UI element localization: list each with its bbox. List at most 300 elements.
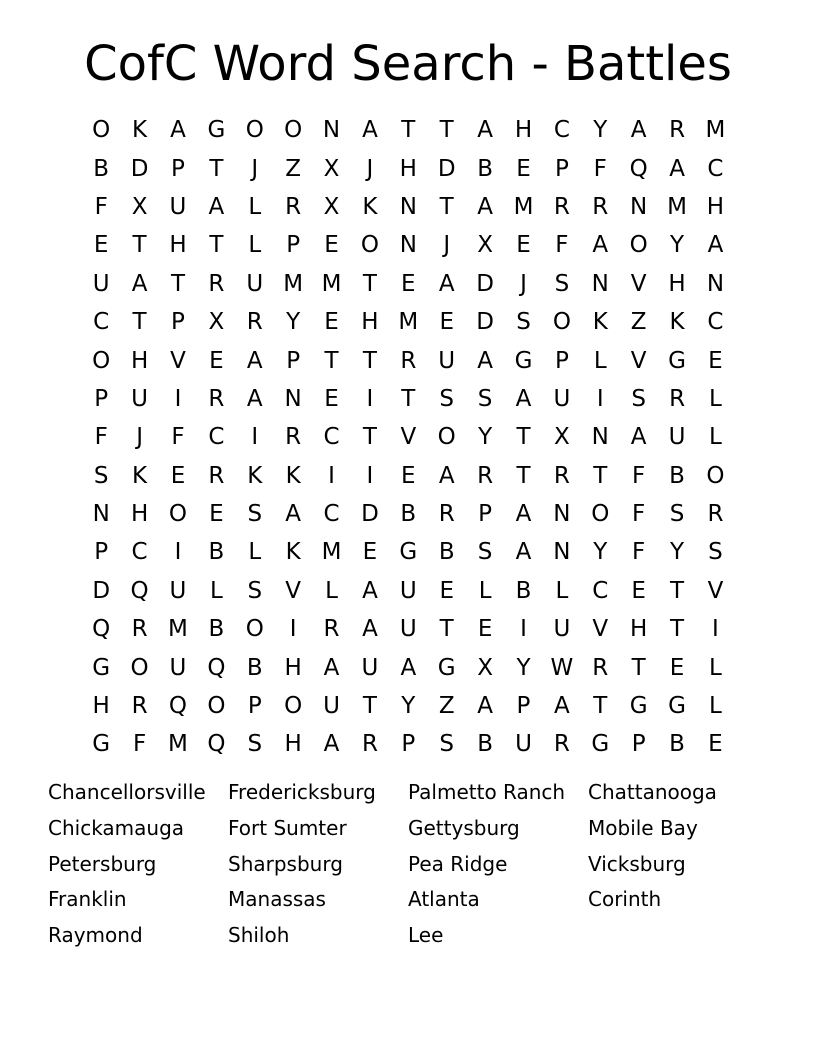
grid-cell[interactable]: N (92, 501, 110, 528)
grid-cell[interactable]: E (362, 539, 378, 566)
word-list-item: Palmetto Ranch (408, 780, 566, 804)
grid-cell[interactable]: E (324, 232, 339, 259)
grid-cell[interactable]: T (593, 693, 608, 720)
grid-cell[interactable]: G (92, 654, 111, 681)
grid-cell[interactable]: I (596, 385, 604, 412)
grid-cell[interactable]: R (208, 462, 225, 489)
grid-cell[interactable]: R (707, 501, 724, 528)
grid-cell[interactable]: M (705, 117, 726, 144)
grid-cell[interactable]: O (284, 693, 303, 720)
grid-cell[interactable]: Z (630, 309, 647, 336)
grid-cell[interactable]: F (171, 424, 185, 451)
grid-cell[interactable]: Q (207, 731, 226, 758)
grid-cell[interactable]: N (399, 193, 417, 220)
grid-cell[interactable]: Q (92, 616, 111, 643)
grid-cell[interactable]: O (437, 424, 456, 451)
grid-cell[interactable]: A (323, 654, 340, 681)
grid-cell[interactable]: T (362, 424, 377, 451)
grid-cell[interactable]: T (362, 693, 377, 720)
grid-cell[interactable]: G (591, 731, 610, 758)
grid-cell[interactable]: R (208, 270, 225, 297)
grid-cell[interactable]: V (592, 616, 609, 643)
grid-cell[interactable]: A (669, 155, 685, 182)
grid-cell[interactable]: G (668, 347, 686, 374)
grid-cell[interactable]: Y (401, 693, 416, 720)
grid-cell[interactable]: A (630, 117, 647, 144)
grid-cell[interactable]: E (516, 232, 531, 259)
grid-cell[interactable]: X (477, 654, 493, 681)
grid-cell[interactable]: B (246, 654, 263, 681)
grid-cell[interactable]: V (170, 347, 186, 374)
grid-cell[interactable]: R (669, 385, 686, 412)
grid-cell[interactable]: N (284, 385, 302, 412)
grid-cell[interactable]: U (438, 347, 456, 374)
grid-cell[interactable]: G (668, 693, 686, 720)
grid-cell[interactable]: L (248, 539, 262, 566)
grid-cell[interactable]: L (555, 577, 569, 604)
grid-cell[interactable]: X (208, 309, 225, 336)
grid-cell[interactable]: Y (670, 539, 685, 566)
grid-cell[interactable]: F (94, 193, 108, 220)
grid-cell[interactable]: T (209, 232, 224, 259)
grid-cell[interactable]: A (400, 654, 417, 681)
grid-cell[interactable]: I (712, 616, 719, 643)
grid-cell[interactable]: Y (478, 424, 493, 451)
grid-cell[interactable]: B (669, 731, 685, 758)
grid-cell[interactable]: T (631, 654, 646, 681)
grid-cell[interactable]: H (169, 232, 187, 259)
grid-cell[interactable]: F (593, 155, 607, 182)
grid-cell[interactable]: B (93, 155, 110, 182)
grid-cell[interactable]: P (94, 385, 109, 412)
grid-cell[interactable]: R (553, 462, 570, 489)
grid-cell[interactable]: R (131, 616, 148, 643)
grid-cell[interactable]: S (93, 462, 109, 489)
grid-cell[interactable]: R (131, 693, 148, 720)
grid-cell[interactable]: A (592, 232, 609, 259)
grid-cell[interactable]: H (706, 193, 725, 220)
grid-cell[interactable]: S (247, 731, 263, 758)
grid-cell[interactable]: P (516, 693, 531, 720)
grid-cell[interactable]: K (362, 193, 378, 220)
grid-cell[interactable]: O (92, 117, 111, 144)
grid-cell[interactable]: G (514, 347, 533, 374)
grid-cell[interactable]: B (477, 731, 493, 758)
grid-cell[interactable]: O (92, 347, 111, 374)
grid-cell[interactable]: O (360, 232, 379, 259)
grid-cell[interactable]: H (92, 693, 110, 720)
grid-cell[interactable]: H (284, 731, 302, 758)
grid-cell[interactable]: A (707, 232, 724, 259)
grid-cell[interactable]: L (593, 347, 607, 374)
grid-cell[interactable]: H (668, 270, 686, 297)
grid-cell[interactable]: U (399, 616, 417, 643)
grid-cell[interactable]: E (708, 347, 723, 374)
grid-cell[interactable]: X (554, 424, 570, 451)
grid-cell[interactable]: B (515, 577, 532, 604)
grid-cell[interactable]: A (170, 117, 186, 144)
grid-cell[interactable]: U (92, 270, 110, 297)
grid-cell[interactable]: Y (593, 539, 608, 566)
grid-cell[interactable]: L (709, 385, 722, 412)
word-list-item: Atlanta (408, 887, 480, 912)
grid-cell[interactable]: S (247, 577, 263, 604)
grid-cell[interactable]: U (169, 654, 187, 681)
grid-cell[interactable]: U (169, 577, 187, 604)
grid-cell[interactable]: H (130, 347, 149, 374)
grid-cell[interactable]: I (174, 539, 182, 566)
grid-cell[interactable]: V (285, 577, 302, 604)
grid-cell[interactable]: C (208, 424, 225, 451)
grid-cell[interactable]: O (207, 693, 226, 720)
grid-cell[interactable]: T (439, 616, 454, 643)
grid-cell[interactable]: Q (629, 155, 648, 182)
grid-cell[interactable]: N (399, 232, 417, 259)
word-list-item: Chancellorsville (48, 780, 206, 804)
grid-cell[interactable]: M (168, 731, 188, 758)
grid-cell[interactable]: V (400, 424, 417, 451)
grid-cell[interactable]: E (209, 347, 224, 374)
grid-cell[interactable]: S (247, 501, 263, 528)
grid-cell[interactable]: T (324, 347, 339, 374)
grid-cell[interactable]: F (94, 424, 108, 451)
grid-cell[interactable]: E (324, 385, 339, 412)
grid-cell[interactable]: O (284, 117, 303, 144)
grid-cell[interactable]: H (514, 117, 533, 144)
grid-cell[interactable]: P (286, 232, 301, 259)
grid-cell[interactable]: U (553, 385, 571, 412)
grid-cell[interactable]: S (708, 539, 723, 566)
grid-cell[interactable]: P (94, 539, 109, 566)
grid-cell[interactable]: R (246, 309, 263, 336)
grid-cell[interactable]: Y (593, 117, 608, 144)
grid-cell[interactable]: J (136, 424, 143, 451)
grid-cell[interactable]: S (516, 309, 531, 336)
grid-cell[interactable]: N (553, 539, 571, 566)
grid-cell[interactable]: R (323, 616, 340, 643)
grid-cell[interactable]: D (361, 501, 379, 528)
grid-cell[interactable]: T (593, 462, 608, 489)
grid-cell[interactable]: X (323, 155, 340, 182)
grid-cell[interactable]: I (251, 424, 259, 451)
grid-cell[interactable]: M (283, 270, 304, 297)
grid-cell[interactable]: F (132, 731, 147, 758)
grid-cell[interactable]: U (169, 193, 187, 220)
grid-cell[interactable]: U (399, 577, 417, 604)
grid-cell[interactable]: U (515, 731, 532, 758)
grid-cell[interactable]: N (591, 424, 609, 451)
grid-cell[interactable]: D (476, 270, 494, 297)
grid-cell[interactable]: P (631, 731, 646, 758)
grid-cell[interactable]: E (439, 577, 454, 604)
grid-cell[interactable]: S (439, 731, 455, 758)
grid-cell[interactable]: C (707, 309, 724, 336)
grid-cell[interactable]: A (208, 193, 225, 220)
grid-cell[interactable]: N (322, 117, 341, 144)
grid-cell[interactable]: A (477, 193, 493, 220)
grid-cell[interactable]: K (669, 309, 685, 336)
grid-cell[interactable]: R (592, 654, 609, 681)
grid-cell[interactable]: M (168, 616, 188, 643)
grid-cell[interactable]: H (399, 155, 417, 182)
grid-cell[interactable]: V (630, 270, 647, 297)
grid-cell[interactable]: O (245, 117, 264, 144)
grid-cell[interactable]: A (131, 270, 148, 297)
grid-cell[interactable]: Q (168, 693, 188, 720)
grid-cell[interactable]: C (323, 501, 340, 528)
grid-cell[interactable]: R (669, 117, 686, 144)
grid-cell[interactable]: A (246, 385, 263, 412)
grid-cell[interactable]: G (207, 117, 226, 144)
grid-cell[interactable]: N (706, 270, 725, 297)
word-list-item: Fredericksburg (228, 780, 376, 804)
grid-cell[interactable]: I (366, 462, 374, 489)
grid-cell[interactable]: A (323, 731, 340, 758)
grid-cell[interactable]: E (477, 616, 493, 643)
grid-cell[interactable]: O (591, 501, 610, 528)
grid-cell[interactable]: M (667, 193, 687, 220)
grid-cell[interactable]: E (516, 155, 531, 182)
grid-cell[interactable]: U (131, 385, 148, 412)
grid-cell[interactable]: U (323, 693, 340, 720)
grid-cell[interactable]: U (553, 616, 571, 643)
grid-cell[interactable]: I (328, 462, 335, 489)
grid-cell[interactable]: D (130, 155, 149, 182)
grid-cell[interactable]: J (520, 270, 527, 297)
grid-cell[interactable]: A (515, 385, 532, 412)
word-list-item: Franklin (48, 887, 127, 912)
grid-cell[interactable]: A (477, 693, 493, 720)
grid-cell[interactable]: R (553, 731, 570, 758)
grid-cell[interactable]: O (168, 501, 188, 528)
grid-cell[interactable]: B (669, 462, 685, 489)
grid-cell[interactable]: N (630, 193, 648, 220)
word-list-item: Shiloh (228, 923, 290, 948)
grid-cell[interactable]: G (437, 654, 456, 681)
grid-cell[interactable]: W (550, 654, 574, 681)
word-list-item: Petersburg (48, 851, 157, 876)
grid-cell[interactable]: N (553, 501, 571, 528)
grid-cell[interactable]: P (401, 731, 416, 758)
grid-cell[interactable]: S (477, 539, 493, 566)
grid-cell[interactable]: A (362, 577, 378, 604)
grid-cell[interactable]: P (478, 501, 493, 528)
grid-cell[interactable]: M (321, 270, 342, 297)
grid-cell[interactable]: U (361, 654, 379, 681)
grid-cell[interactable]: R (438, 501, 455, 528)
grid-cell[interactable]: K (132, 117, 148, 144)
grid-cell[interactable]: T (670, 577, 685, 604)
grid-cell[interactable]: E (631, 577, 646, 604)
grid-cell[interactable]: H (284, 654, 302, 681)
grid-cell[interactable]: A (246, 347, 263, 374)
grid-cell[interactable]: T (362, 270, 377, 297)
grid-cell[interactable]: G (629, 693, 648, 720)
grid-cell[interactable]: H (130, 501, 149, 528)
grid-cell[interactable]: A (554, 693, 570, 720)
grid-cell[interactable]: I (174, 385, 182, 412)
grid-cell[interactable]: Q (207, 654, 226, 681)
word-list-item: Pea Ridge (408, 851, 508, 876)
grid-cell[interactable]: E (708, 731, 723, 758)
grid-cell[interactable]: C (93, 309, 110, 336)
grid-cell[interactable]: Z (438, 693, 455, 720)
grid-cell[interactable]: L (709, 693, 722, 720)
grid-cell[interactable]: A (285, 501, 302, 528)
grid-cell[interactable]: B (438, 539, 455, 566)
grid-cell[interactable]: D (476, 309, 494, 336)
grid-cell[interactable]: K (285, 539, 301, 566)
grid-cell[interactable]: A (630, 424, 647, 451)
grid-cell[interactable]: U (246, 270, 264, 297)
grid-cell[interactable]: R (285, 424, 302, 451)
grid-cell[interactable]: Y (286, 309, 301, 336)
grid-cell[interactable]: A (438, 270, 455, 297)
grid-cell[interactable]: U (668, 424, 686, 451)
grid-cell[interactable]: S (669, 501, 685, 528)
grid-cell[interactable]: I (289, 616, 297, 643)
grid-cell[interactable]: R (553, 193, 570, 220)
grid-cell[interactable]: M (513, 193, 534, 220)
grid-cell[interactable]: Q (130, 577, 149, 604)
grid-cell[interactable]: F (632, 462, 646, 489)
grid-cell[interactable]: X (323, 193, 340, 220)
grid-cell[interactable]: P (286, 347, 301, 374)
grid-cell[interactable]: E (401, 270, 416, 297)
grid-cell[interactable]: T (132, 232, 147, 259)
grid-cell[interactable]: C (323, 424, 340, 451)
grid-cell[interactable]: S (477, 385, 493, 412)
grid-cell[interactable]: T (209, 155, 224, 182)
grid-cell[interactable]: O (629, 232, 648, 259)
grid-cell[interactable]: E (669, 654, 685, 681)
grid-cell[interactable]: E (170, 462, 186, 489)
grid-cell[interactable]: T (439, 117, 454, 144)
grid-cell[interactable]: O (706, 462, 725, 489)
grid-cell[interactable]: K (592, 309, 608, 336)
grid-cell[interactable]: R (285, 193, 302, 220)
grid-cell[interactable]: F (632, 501, 646, 528)
grid-cell[interactable]: N (591, 270, 609, 297)
grid-cell[interactable]: H (630, 616, 648, 643)
grid-cell[interactable]: R (400, 347, 417, 374)
grid-cell[interactable]: G (399, 539, 418, 566)
grid-cell[interactable]: R (592, 193, 609, 220)
grid-cell[interactable]: A (515, 501, 532, 528)
grid-cell[interactable]: L (709, 424, 722, 451)
grid-cell[interactable]: Y (516, 654, 531, 681)
grid-cell[interactable]: J (251, 155, 259, 182)
grid-cell[interactable]: K (132, 462, 148, 489)
grid-cell[interactable]: Y (670, 232, 685, 259)
grid-cell[interactable]: O (552, 309, 571, 336)
grid-cell[interactable]: A (362, 117, 378, 144)
grid-cell[interactable]: T (516, 424, 531, 451)
grid-cell[interactable]: F (555, 232, 569, 259)
grid-cell[interactable]: K (285, 462, 301, 489)
grid-cell[interactable]: L (209, 577, 223, 604)
grid-cell[interactable]: S (554, 270, 570, 297)
grid-cell[interactable]: V (707, 577, 724, 604)
grid-cell[interactable]: C (553, 117, 570, 144)
grid-cell[interactable]: S (631, 385, 646, 412)
grid-cell[interactable]: H (361, 309, 379, 336)
grid-cell[interactable]: A (477, 347, 493, 374)
grid-cell[interactable]: A (362, 616, 378, 643)
grid-cell[interactable]: A (438, 462, 455, 489)
grid-cell[interactable]: E (439, 309, 454, 336)
grid-cell[interactable]: B (208, 616, 225, 643)
grid-cell[interactable]: T (670, 616, 685, 643)
grid-cell[interactable]: P (171, 155, 185, 182)
grid-cell[interactable]: M (321, 539, 342, 566)
grid-cell[interactable]: I (366, 385, 374, 412)
grid-cell[interactable]: M (398, 309, 419, 336)
grid-cell[interactable]: T (132, 309, 147, 336)
grid-cell[interactable]: J (366, 155, 374, 182)
grid-cell[interactable]: E (324, 309, 339, 336)
grid-cell[interactable]: P (247, 693, 262, 720)
grid-cell[interactable]: T (170, 270, 185, 297)
grid-cell[interactable]: T (516, 462, 531, 489)
grid-cell[interactable]: R (208, 385, 225, 412)
grid-cell[interactable]: E (93, 232, 109, 259)
grid-cell[interactable]: O (130, 654, 149, 681)
grid-cell[interactable]: L (325, 577, 338, 604)
grid-cell[interactable]: T (401, 117, 416, 144)
page-title: CofC Word Search - Battles (84, 36, 732, 92)
word-list-item: Chattanooga (588, 780, 717, 804)
grid-cell[interactable]: J (443, 232, 451, 259)
grid-cell[interactable]: C (592, 577, 609, 604)
grid-cell[interactable]: V (630, 347, 647, 374)
grid-cell[interactable]: O (245, 616, 264, 643)
grid-cell[interactable]: G (92, 731, 111, 758)
word-list-item: Manassas (228, 887, 326, 912)
grid-cell[interactable]: D (92, 577, 111, 604)
grid-cell[interactable]: E (209, 501, 224, 528)
grid-cell[interactable]: B (400, 501, 417, 528)
grid-cell[interactable]: B (477, 155, 493, 182)
grid-cell[interactable]: K (247, 462, 263, 489)
grid-cell[interactable]: R (477, 462, 494, 489)
grid-cell[interactable]: C (131, 539, 148, 566)
grid-cell[interactable]: P (554, 347, 569, 374)
grid-cell[interactable]: Z (285, 155, 302, 182)
grid-cell[interactable]: P (554, 155, 569, 182)
grid-cell[interactable]: L (248, 232, 262, 259)
grid-cell[interactable]: L (478, 577, 492, 604)
grid-cell[interactable]: P (171, 309, 185, 336)
grid-cell[interactable]: D (437, 155, 456, 182)
grid-cell[interactable]: T (362, 347, 377, 374)
grid-cell[interactable]: B (208, 539, 225, 566)
grid-cell[interactable]: X (477, 232, 493, 259)
grid-cell[interactable]: F (632, 539, 646, 566)
grid-cell[interactable]: E (401, 462, 416, 489)
grid-cell[interactable]: L (709, 654, 722, 681)
grid-cell[interactable]: C (707, 155, 724, 182)
grid-cell[interactable]: R (361, 731, 378, 758)
grid-cell[interactable]: A (515, 539, 532, 566)
grid-cell[interactable]: X (131, 193, 148, 220)
grid-cell[interactable]: S (439, 385, 455, 412)
grid-cell[interactable]: L (248, 193, 262, 220)
grid-cell[interactable]: T (401, 385, 416, 412)
grid-cell[interactable]: T (439, 193, 454, 220)
grid-cell[interactable]: A (477, 117, 493, 144)
grid-cell[interactable]: I (520, 616, 527, 643)
